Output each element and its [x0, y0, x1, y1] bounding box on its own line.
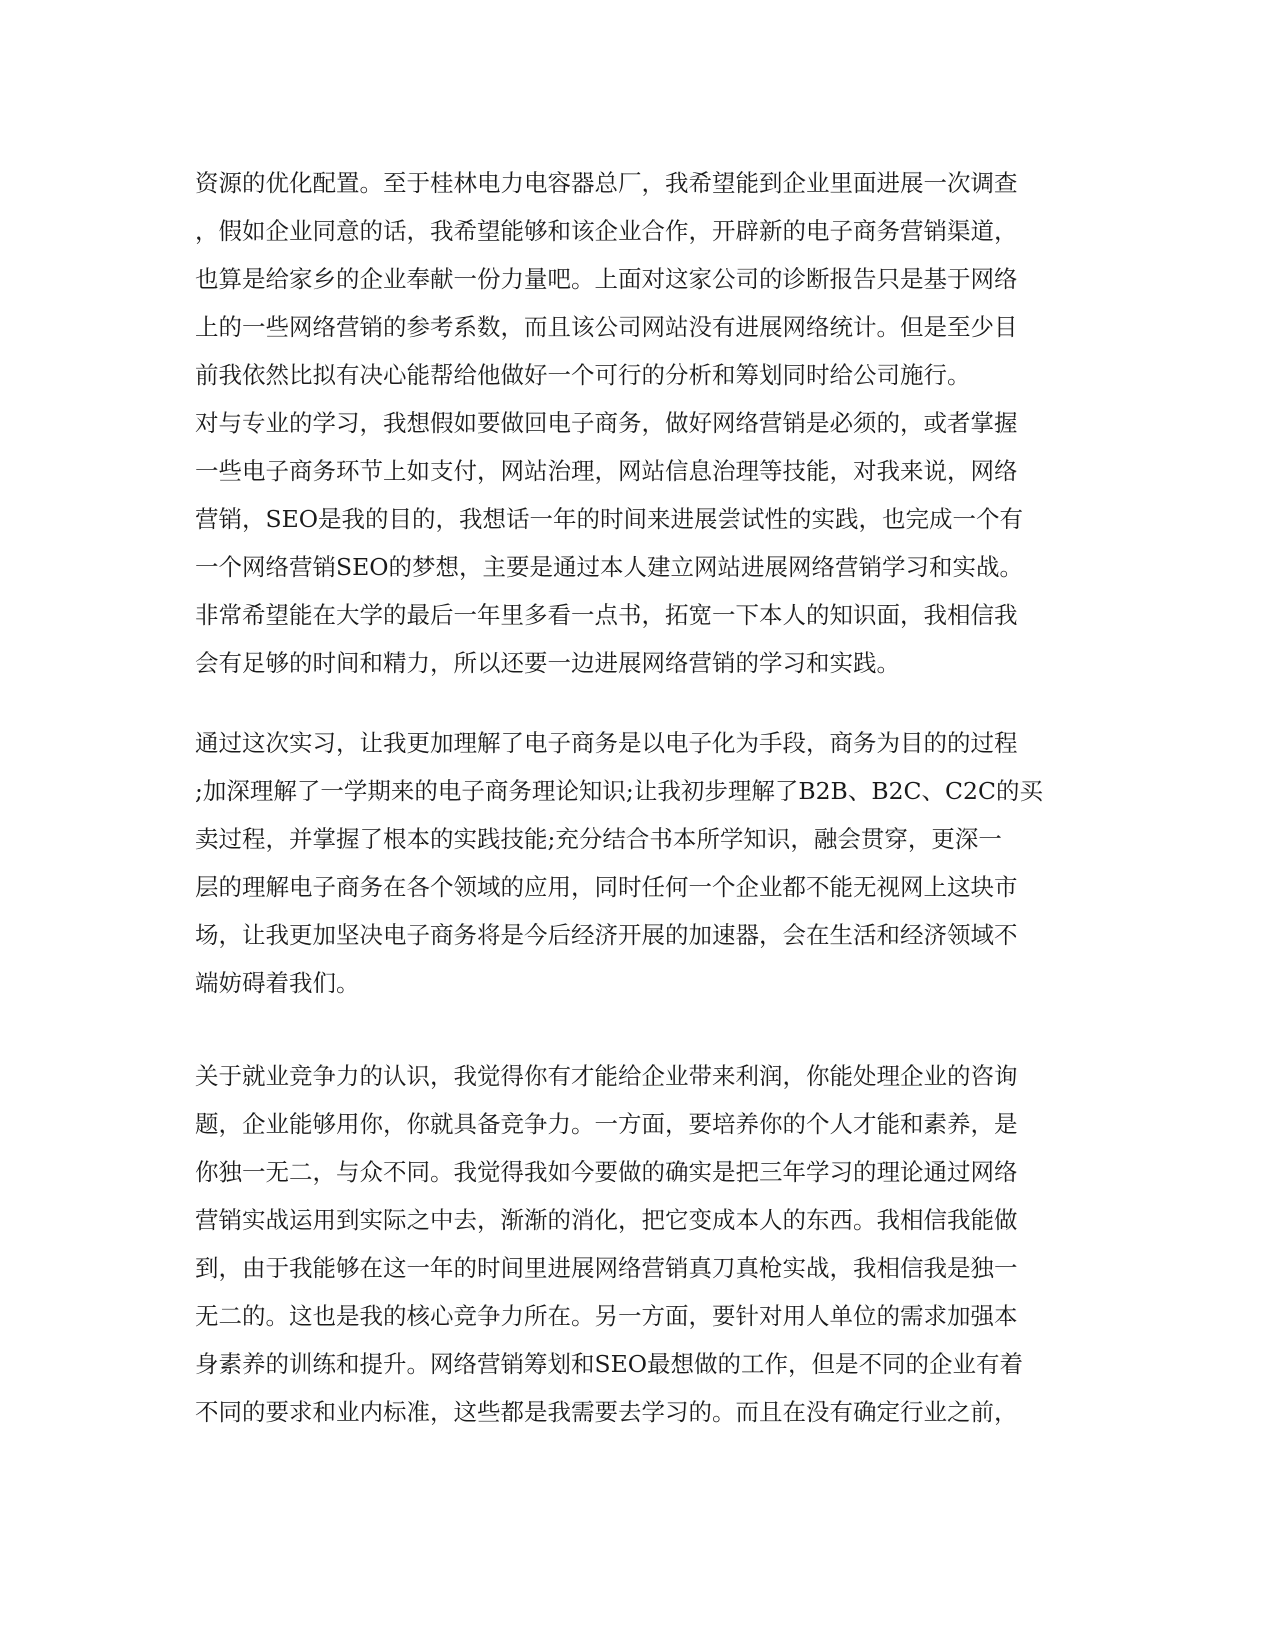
text-line: 关于就业竞争力的认识，我觉得你有才能给企业带来利润，你能处理企业的咨询 — [195, 1062, 1018, 1090]
text-line: 不同的要求和业内标准，这些都是我需要去学习的。而且在没有确定行业之前， — [195, 1398, 1018, 1426]
paragraph-3 — [195, 1052, 1075, 1436]
text-line: 端妨碍着我们。 — [195, 969, 360, 997]
text-line: 对与专业的学习，我想假如要做回电子商务，做好网络营销是必须的，或者掌握 — [195, 409, 1018, 437]
text-line: 一些电子商务环节上如支付，网站治理，网站信息治理等技能，对我来说，网络 — [195, 457, 1018, 485]
text-line: 营销，SEO是我的目的，我想话一年的时间来进展尝试性的实践，也完成一个有 — [195, 505, 1024, 533]
text-line: ，假如企业同意的话，我希望能够和该企业合作，开辟新的电子商务营销渠道， — [195, 217, 1018, 245]
text-line: ;加深理解了一学期来的电子商务理论知识;让我初步理解了B2B、B2C、C2C的买 — [195, 777, 1043, 805]
text-line: 无二的。这也是我的核心竞争力所在。另一方面，要针对用人单位的需求加强本 — [195, 1302, 1018, 1330]
text-line: 卖过程，并掌握了根本的实践技能;充分结合书本所学知识，融会贯穿，更深一 — [195, 825, 1002, 853]
text-line: 营销实战运用到实际之中去，渐渐的消化，把它变成本人的东西。我相信我能做 — [195, 1206, 1018, 1234]
text-line: 题，企业能够用你，你就具备竞争力。一方面，要培养你的个人才能和素养，是 — [195, 1110, 1018, 1138]
text-line: 会有足够的时间和精力，所以还要一边进展网络营销的学习和实践。 — [195, 649, 900, 677]
paragraph-2 — [195, 719, 1075, 1007]
text-line: 非常希望能在大学的最后一年里多看一点书，拓宽一下本人的知识面，我相信我 — [195, 601, 1018, 629]
text-line: 场，让我更加坚决电子商务将是今后经济开展的加速器，会在生活和经济领域不 — [195, 921, 1018, 949]
text-line: 你独一无二，与众不同。我觉得我如今要做的确实是把三年学习的理论通过网络 — [195, 1158, 1018, 1186]
text-line: 上的一些网络营销的参考系数，而且该公司网站没有进展网络统计。但是至少目 — [195, 313, 1018, 341]
text-line: 到，由于我能够在这一年的时间里进展网络营销真刀真枪实战，我相信我是独一 — [195, 1254, 1018, 1282]
text-line: 身素养的训练和提升。网络营销筹划和SEO最想做的工作，但是不同的企业有着 — [195, 1350, 1024, 1378]
text-line: 通过这次实习，让我更加理解了电子商务是以电子化为手段，商务为目的的过程 — [195, 729, 1018, 757]
paragraph-1 — [195, 159, 1075, 687]
text-line: 也算是给家乡的企业奉献一份力量吧。上面对这家公司的诊断报告只是基于网络 — [195, 265, 1018, 293]
text-line: 一个网络营销SEO的梦想，主要是通过本人建立网站进展网络营销学习和实战。 — [195, 553, 1024, 581]
text-line: 层的理解电子商务在各个领域的应用，同时任何一个企业都不能无视网上这块市 — [195, 873, 1018, 901]
text-line: 资源的优化配置。至于桂林电力电容器总厂，我希望能到企业里面进展一次调查 — [195, 169, 1018, 197]
text-line: 前我依然比拟有决心能帮给他做好一个可行的分析和筹划同时给公司施行。 — [195, 361, 971, 389]
